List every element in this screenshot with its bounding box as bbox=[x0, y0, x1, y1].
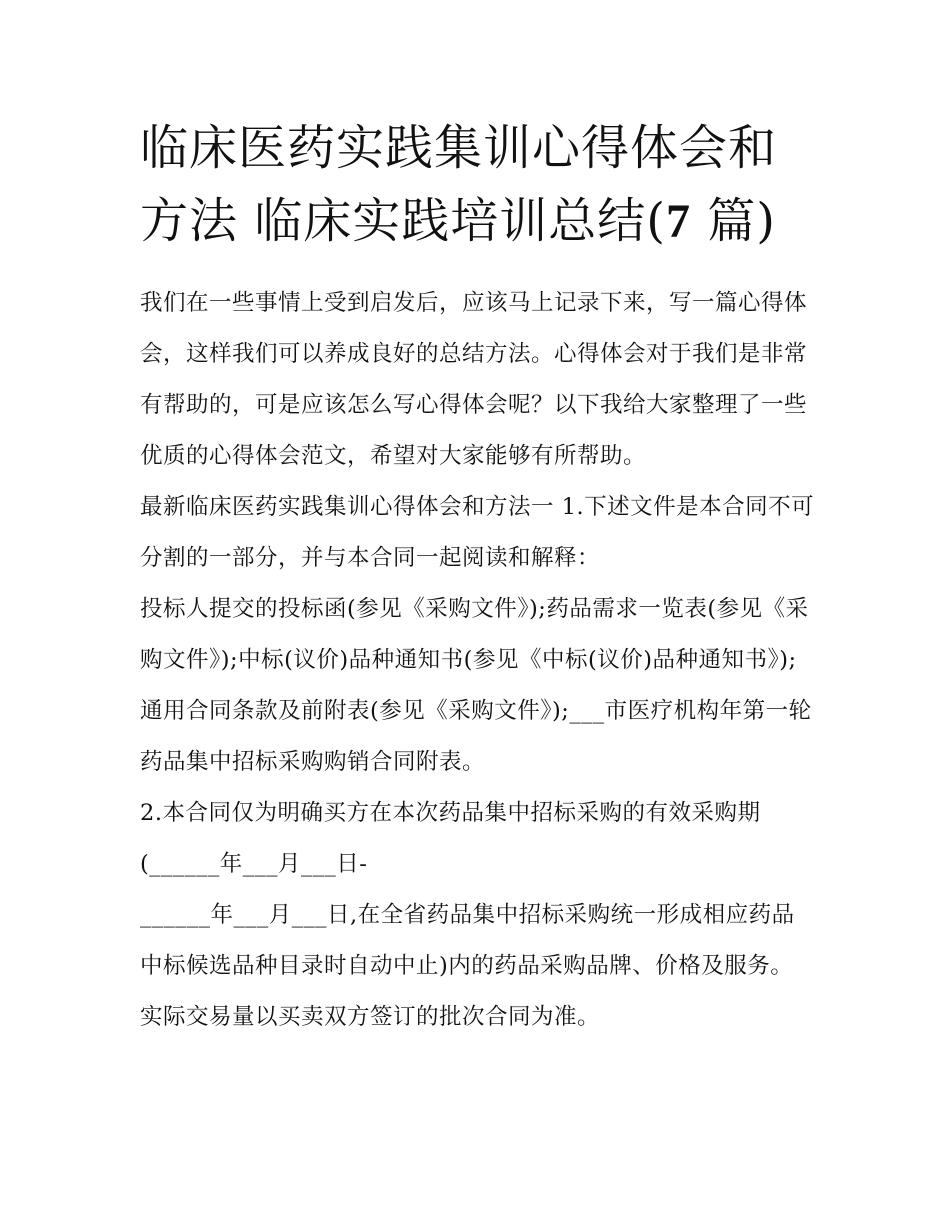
paragraph-clause-2: 2.本合同仅为明确买方在本次药品集中招标采购的有效采购期(______年___月___日- bbox=[140, 800, 761, 877]
paragraph-clause-2-continued: ______年___月___日,在全省药品集中招标采购统一形成相应药品中标候选品种目录时自动中止)内的药品采购品牌、价格及服务。实际交易量以买卖双方签订的批次合同为准。 bbox=[140, 902, 795, 1030]
title-count: 7 bbox=[666, 195, 691, 248]
paragraph-documents-list: 投标人提交的投标函(参见《采购文件》);药品需求一览表(参见《采购文件》);中标(议价)品种通知书(参见《中标(议价)品种通知书》);通用合同条款及前附表(参见《采购文件》);___市医疗机构年第一轮药品集中招标采购购销合同附表。 bbox=[140, 596, 812, 775]
document-title bbox=[140, 112, 820, 258]
paragraph-intro: 我们在一些事情上受到启发后，应该马上记录下来，写一篇心得体会，这样我们可以养成良好的总结方法。心得体会对于我们是非常有帮助的，可是应该怎么写心得体会呢？以下我给大家整理了一些优质的心得体会范文，希望对大家能够有所帮助。 bbox=[140, 290, 808, 469]
document-body bbox=[140, 278, 815, 1043]
title-suffix: 篇) bbox=[691, 193, 776, 249]
paragraph-clause-1: 最新临床医药实践集训心得体会和方法一 1.下述文件是本合同不可分割的一部分，并与本合同一起阅读和解释： bbox=[140, 494, 815, 571]
title-text: 临床医药实践集训心得体会和方法 临床实践培训总结( bbox=[140, 120, 778, 249]
